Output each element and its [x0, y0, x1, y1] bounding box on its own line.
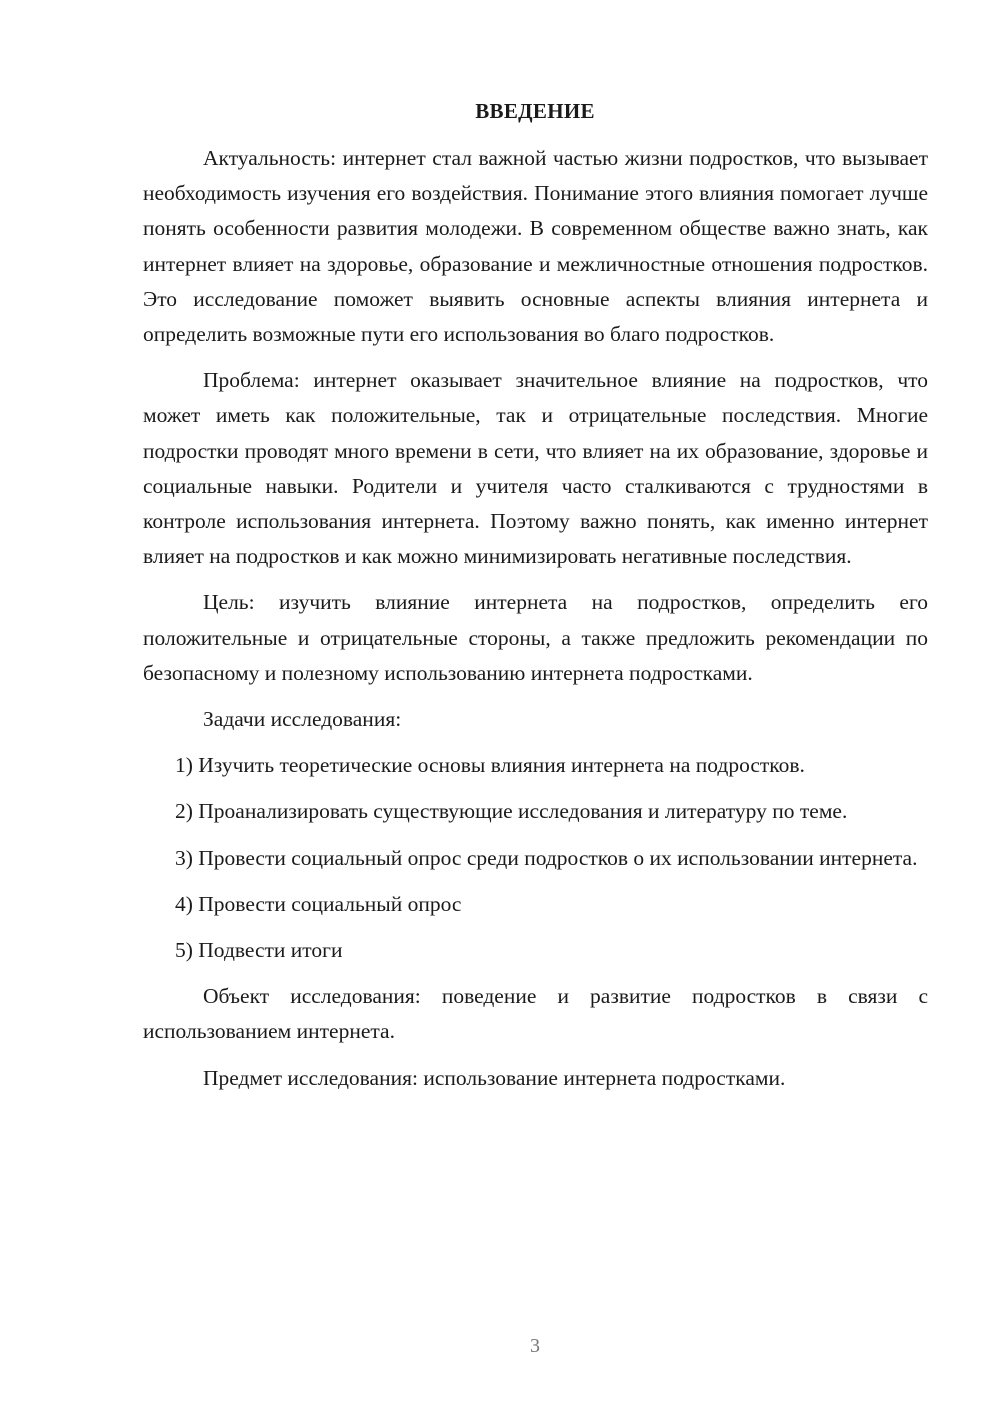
subject-paragraph: Предмет исследования: использование интернета подростками.	[203, 1065, 786, 1090]
task-item-4: 4) Провести социальный опрос	[175, 891, 462, 916]
task-item-2: 2) Проанализировать существующие исследования и литературу по теме.	[175, 799, 848, 824]
task-item-5: 5) Подвести итоги	[175, 938, 343, 963]
problem-paragraph: Проблема: интернет оказывает значительное влияние на подростков, что может иметь как положительные, так и отрицательные последствия. Многие подростки проводят много времени в сети, что влияет на их образование, здоровье и социальные навыки. Родители и учителя часто сталкиваются с трудностями в контроле использования интернета. Поэтому важно понять, как именно интернет влияет на подростков и как можно минимизировать негативные последствия.	[143, 368, 928, 569]
goal-paragraph: Цель: изучить влияние интернета на подростков, определить его положительные и отрицательные стороны, а также предложить рекомендации по безопасному и полезному использованию интернета подростками.	[143, 590, 928, 685]
task-item-3: 3) Провести социальный опрос среди подростков о их использовании интернета.	[175, 845, 918, 870]
task-item-1: 1) Изучить теоретические основы влияния интернета на подростков.	[175, 753, 805, 778]
document-body	[143, 141, 928, 1107]
tasks-heading: Задачи исследования:	[203, 707, 402, 732]
page-title: ВВЕДЕНИЕ	[475, 99, 595, 123]
page-number: 3	[530, 1335, 540, 1357]
object-paragraph: Объект исследования: поведение и развитие подростков в связи с использованием интернета.	[143, 984, 928, 1044]
relevance-paragraph: Актуальность: интернет стал важной частью жизни подростков, что вызывает необходимость изучения его воздействия. Понимание этого влияния помогает лучше понять особенности развития молодежи. В современном обществе важно знать, как интернет влияет на здоровье, образование и межличностные отношения подростков. Это исследование поможет выявить основные аспекты влияния интернета и определить возможные пути его использования во благо подростков.	[143, 146, 928, 347]
